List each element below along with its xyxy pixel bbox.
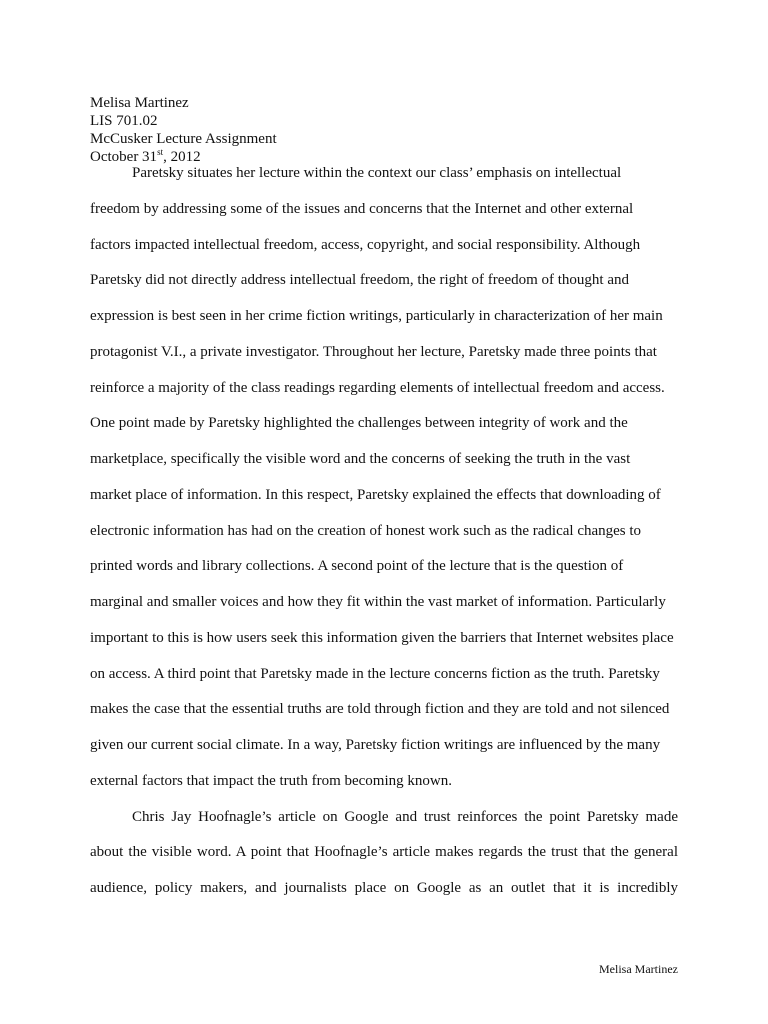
document-body (90, 164, 678, 915)
footer-author: Melisa Martinez (599, 962, 678, 976)
paragraph-line: market place of information. In this respect, Paretsky explained the effects that downloading of (90, 486, 661, 503)
paragraph-line: factors impacted intellectual freedom, access, copyright, and social responsibility. Although (90, 236, 641, 253)
date-prefix: October 31 (90, 149, 158, 165)
paragraph-line: expression is best seen in her crime fiction writings, particularly in characterization of her main (90, 308, 663, 324)
paragraph-line: external factors that impact the truth from becoming known. (90, 772, 452, 789)
assignment-title: McCusker Lecture Assignment (90, 131, 277, 147)
paragraph-line: on access. A third point that Paretsky made in the lecture concerns fiction as the truth. Paretsky (90, 665, 660, 682)
paragraph-line: protagonist V.I., a private investigator. Throughout her lecture, Paretsky made three points that (90, 343, 657, 360)
paragraph-line: Chris Jay Hoofnagle’s article on Google and trust reinforces the point Paretsky made (132, 808, 678, 825)
paragraph-line: electronic information has had on the creation of honest work such as the radical changes to (90, 522, 642, 539)
paragraph-1 (90, 164, 678, 790)
paragraph-line: given our current social climate. In a way, Paretsky fiction writings are influenced by the many (90, 737, 661, 753)
paragraph-line: marketplace, specifically the visible word and the concerns of seeking the truth in the vast (90, 451, 631, 467)
paragraph-line: printed words and library collections. A second point of the lecture that is the question of (90, 558, 624, 575)
paragraph-2 (90, 808, 678, 898)
paragraph-line: about the visible word. A point that Hoofnagle’s article makes regards the trust that the general (90, 844, 678, 861)
document-header (90, 94, 277, 166)
paragraph-line: audience, policy makers, and journalists place on Google as an outlet that it is incredibly (90, 880, 678, 896)
date-suffix: , 2012 (163, 149, 201, 165)
course-code: LIS 701.02 (90, 113, 158, 129)
paragraph-line: important to this is how users seek this information given the barriers that Internet websites place (90, 629, 674, 646)
author-name: Melisa Martinez (90, 95, 189, 111)
paragraph-line: freedom by addressing some of the issues and concerns that the Internet and other external (90, 200, 634, 217)
paragraph-line: makes the case that the essential truths are told through fiction and they are told and not silenced (90, 701, 670, 718)
paragraph-line: Paretsky situates her lecture within the context our class’ emphasis on intellectual (132, 165, 622, 181)
paragraph-line: reinforce a majority of the class readings regarding elements of intellectual freedom and access. (90, 379, 665, 396)
date-ordinal: st (157, 147, 164, 157)
paragraph-line: Paretsky did not directly address intellectual freedom, the right of freedom of thought and (90, 272, 630, 289)
paragraph-line: One point made by Paretsky highlighted the challenges between integrity of work and the (90, 415, 628, 432)
paragraph-line: marginal and smaller voices and how they fit within the vast market of information. Particularly (90, 594, 666, 610)
